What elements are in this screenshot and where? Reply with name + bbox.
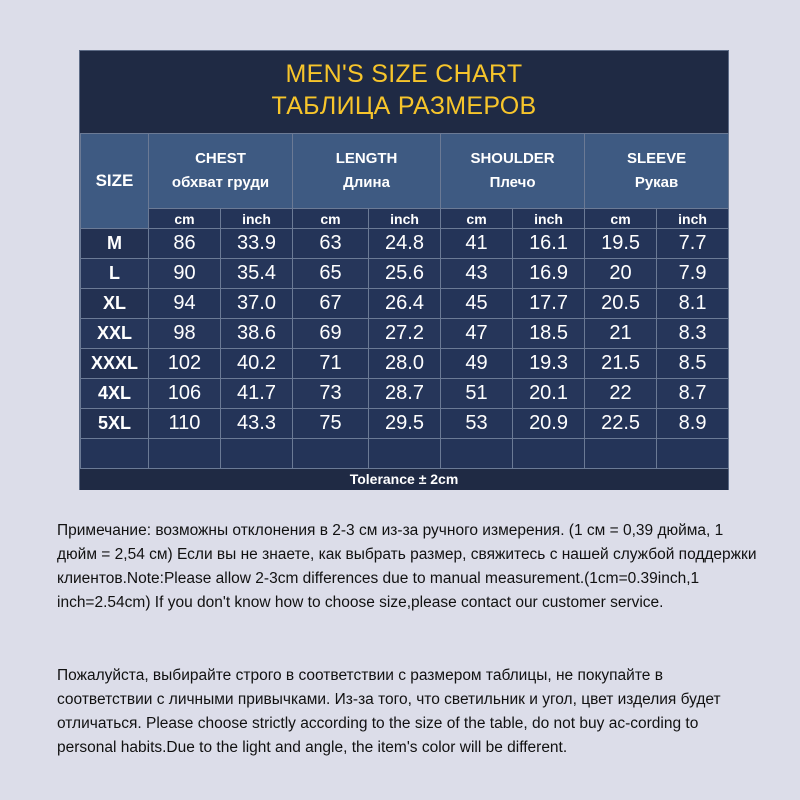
measurement-cell: 8.7 xyxy=(657,379,729,409)
measurement-cell: 16.1 xyxy=(513,229,585,259)
size-label: XXL xyxy=(81,319,149,349)
size-rows xyxy=(81,229,729,469)
measurement-cell: 51 xyxy=(441,379,513,409)
sleeve-header xyxy=(585,134,729,209)
empty-cell xyxy=(81,439,149,469)
shoulder-header-ru: Плечо xyxy=(489,174,536,191)
measurement-cell: 22.5 xyxy=(585,409,657,439)
measurement-cell: 63 xyxy=(293,229,369,259)
tolerance-note: Tolerance ± 2cm xyxy=(80,468,728,490)
measurement-cell: 38.6 xyxy=(221,319,293,349)
table-row xyxy=(81,229,729,259)
measurement-cell: 75 xyxy=(293,409,369,439)
size-chart xyxy=(79,50,729,490)
measurement-cell: 20.9 xyxy=(513,409,585,439)
measurement-cell: 29.5 xyxy=(369,409,441,439)
selection-note: Пожалуйста, выбирайте строго в соответствии с размером таблицы, не покупайте в соответствии с личными привычками. Из-за того, что светильник и угол, цвет изделия будет отличаться. Please choose strictly according to the size of the table, do not buy ac-cording to personal habits.Due to the light and angle, the item's color will be different. xyxy=(57,667,721,756)
size-label: 4XL xyxy=(81,379,149,409)
measurement-cell: 27.2 xyxy=(369,319,441,349)
measurement-cell: 18.5 xyxy=(513,319,585,349)
measurement-cell: 24.8 xyxy=(369,229,441,259)
measurement-cell: 102 xyxy=(149,349,221,379)
measurement-cell: 16.9 xyxy=(513,259,585,289)
measurement-cell: 86 xyxy=(149,229,221,259)
sleeve-header-ru: Рукав xyxy=(634,174,679,191)
measurement-cell: 106 xyxy=(149,379,221,409)
measurement-cell: 7.9 xyxy=(657,259,729,289)
unit-header: cm xyxy=(149,209,221,229)
length-header-en: LENGTH xyxy=(335,150,398,167)
chest-header xyxy=(149,134,293,209)
unit-header: cm xyxy=(585,209,657,229)
measurement-note: Примечание: возможны отклонения в 2-3 см из-за ручного измерения. (1 см = 0,39 дюйма, 1 дюйм = 2,54 см) Если вы не знаете, как выбрать размер, свяжитесь с нашей службой поддержки клиентов.Note:Please allow 2-3cm differences due to manual measurement.(1cm=0.39inch,1 inch=2.54cm) If you don't know how to choose size,please contact our customer service. xyxy=(57,522,757,611)
unit-header: inch xyxy=(221,209,293,229)
unit-header: cm xyxy=(441,209,513,229)
size-table xyxy=(80,133,729,469)
empty-cell xyxy=(513,439,585,469)
measurement-cell: 49 xyxy=(441,349,513,379)
empty-cell xyxy=(221,439,293,469)
measurement-cell: 20.1 xyxy=(513,379,585,409)
measurement-cell: 26.4 xyxy=(369,289,441,319)
measurement-cell: 8.9 xyxy=(657,409,729,439)
unit-header: inch xyxy=(369,209,441,229)
unit-header: cm xyxy=(293,209,369,229)
empty-row xyxy=(81,439,729,469)
empty-cell xyxy=(441,439,513,469)
size-label: L xyxy=(81,259,149,289)
measurement-cell: 28.0 xyxy=(369,349,441,379)
measurement-cell: 73 xyxy=(293,379,369,409)
measurement-cell: 41 xyxy=(441,229,513,259)
measurement-cell: 21.5 xyxy=(585,349,657,379)
measurement-cell: 40.2 xyxy=(221,349,293,379)
measurement-cell: 25.6 xyxy=(369,259,441,289)
table-row xyxy=(81,379,729,409)
measurement-cell: 35.4 xyxy=(221,259,293,289)
measurement-cell: 69 xyxy=(293,319,369,349)
table-row xyxy=(81,349,729,379)
measurement-cell: 20 xyxy=(585,259,657,289)
table-row xyxy=(81,319,729,349)
measurement-cell: 7.7 xyxy=(657,229,729,259)
unit-header: inch xyxy=(513,209,585,229)
measurement-cell: 17.7 xyxy=(513,289,585,319)
length-header-ru: Длина xyxy=(343,174,390,191)
measurement-cell: 22 xyxy=(585,379,657,409)
measurement-cell: 47 xyxy=(441,319,513,349)
measurement-cell: 28.7 xyxy=(369,379,441,409)
shoulder-header xyxy=(441,134,585,209)
chart-title xyxy=(80,51,728,133)
measurement-cell: 43 xyxy=(441,259,513,289)
measurement-cell: 45 xyxy=(441,289,513,319)
measurement-cell: 33.9 xyxy=(221,229,293,259)
measurement-cell: 8.5 xyxy=(657,349,729,379)
measurement-cell: 37.0 xyxy=(221,289,293,319)
measurement-cell: 53 xyxy=(441,409,513,439)
size-label: XXXL xyxy=(81,349,149,379)
measurement-cell: 94 xyxy=(149,289,221,319)
measurement-cell: 21 xyxy=(585,319,657,349)
measurement-cell: 8.1 xyxy=(657,289,729,319)
size-label: XL xyxy=(81,289,149,319)
measurement-cell: 43.3 xyxy=(221,409,293,439)
unit-header: inch xyxy=(657,209,729,229)
length-header xyxy=(293,134,441,209)
empty-cell xyxy=(149,439,221,469)
size-label: 5XL xyxy=(81,409,149,439)
measurement-cell: 71 xyxy=(293,349,369,379)
sleeve-header-en: SLEEVE xyxy=(626,150,687,167)
chest-header-en: CHEST xyxy=(195,150,246,167)
size-label: M xyxy=(81,229,149,259)
measurement-cell: 98 xyxy=(149,319,221,349)
empty-cell xyxy=(293,439,369,469)
empty-cell xyxy=(585,439,657,469)
measurement-cell: 8.3 xyxy=(657,319,729,349)
measurement-cell: 110 xyxy=(149,409,221,439)
table-row xyxy=(81,409,729,439)
size-column-header: SIZE xyxy=(81,134,149,229)
shoulder-header-en: SHOULDER xyxy=(470,150,555,167)
measurement-cell: 67 xyxy=(293,289,369,319)
measurement-cell: 19.5 xyxy=(585,229,657,259)
measurement-cell: 65 xyxy=(293,259,369,289)
chart-title-en: MEN'S SIZE CHART xyxy=(285,60,523,88)
measurement-cell: 90 xyxy=(149,259,221,289)
chest-header-ru: обхват груди xyxy=(171,174,270,191)
table-row xyxy=(81,259,729,289)
table-row xyxy=(81,289,729,319)
empty-cell xyxy=(657,439,729,469)
measurement-cell: 41.7 xyxy=(221,379,293,409)
empty-cell xyxy=(369,439,441,469)
measurement-cell: 19.3 xyxy=(513,349,585,379)
measurement-cell: 20.5 xyxy=(585,289,657,319)
chart-title-ru: ТАБЛИЦА РАЗМЕРОВ xyxy=(271,92,537,120)
